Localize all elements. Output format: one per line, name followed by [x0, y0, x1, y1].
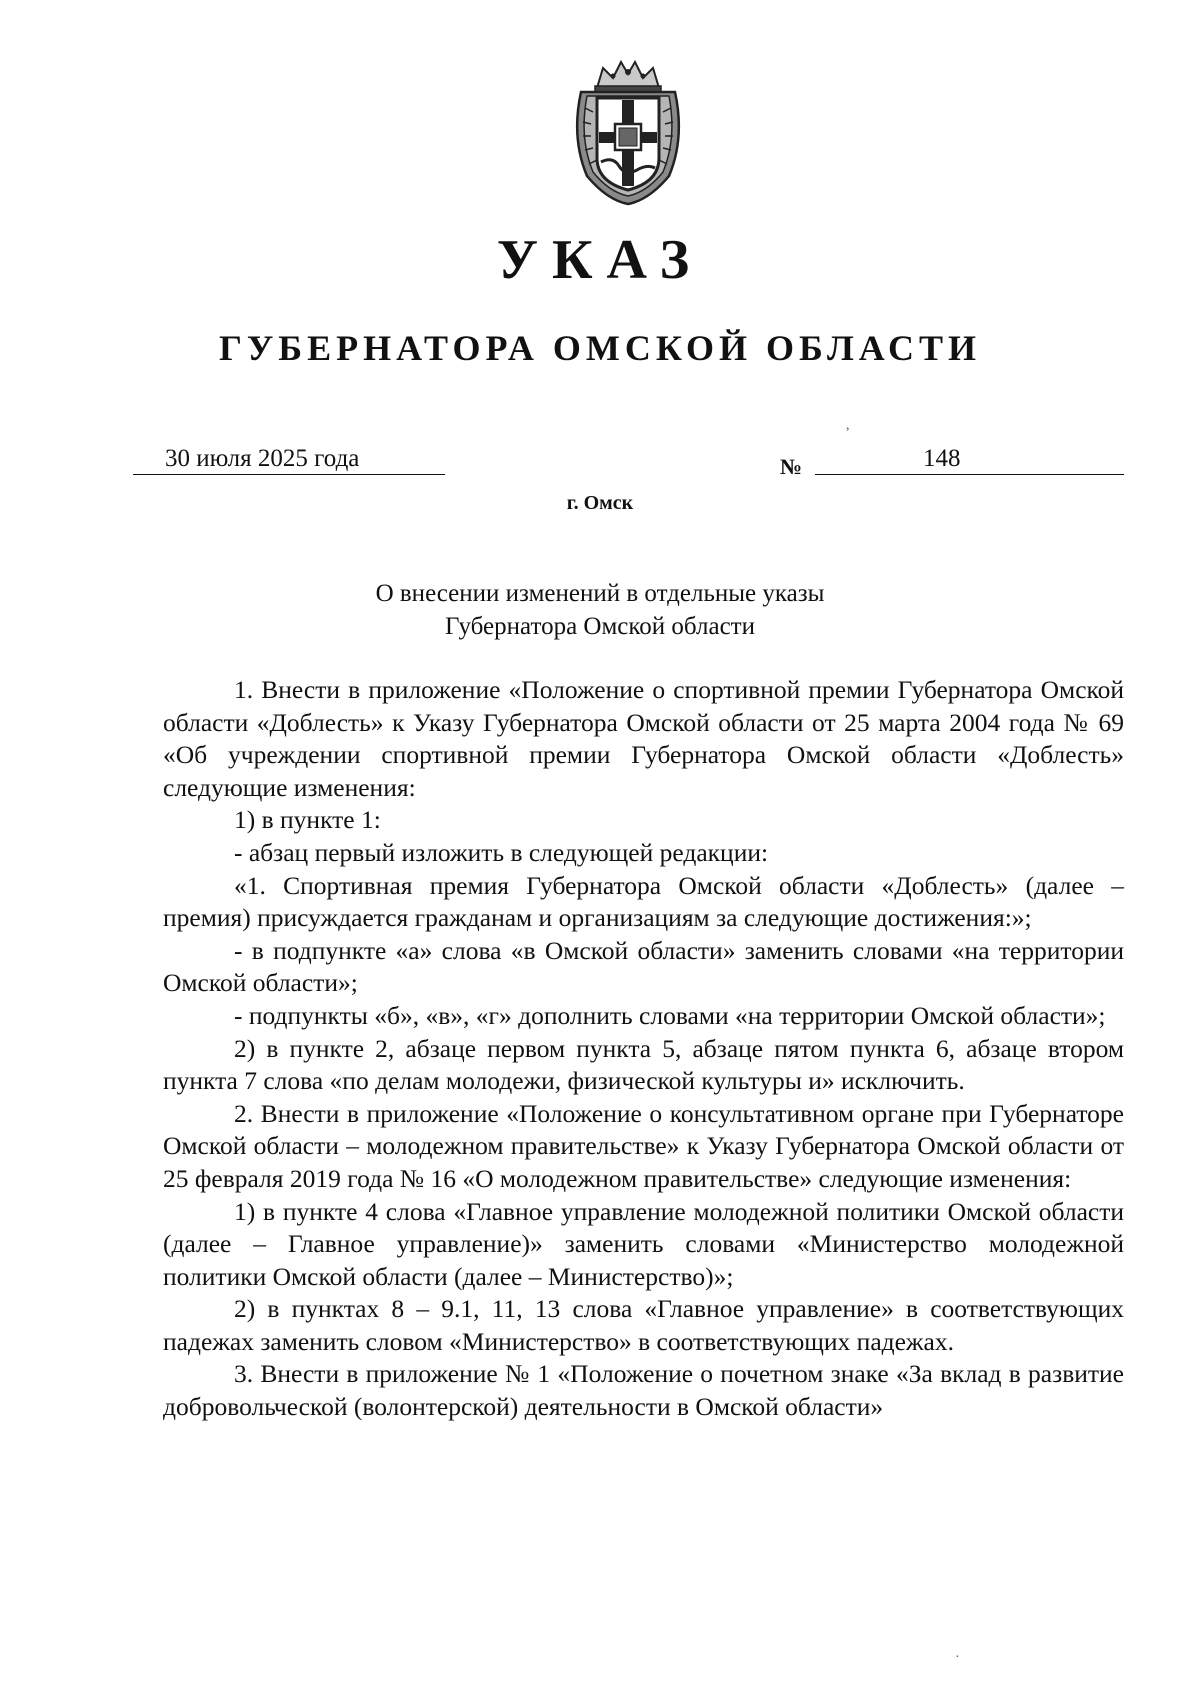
body-paragraph: - в подпункте «а» слова «в Омской области» заменить словами «на территории Омской области»;	[163, 935, 1124, 998]
number-sign: №	[780, 454, 803, 479]
document-date: 30 июля 2025 года	[133, 444, 445, 475]
scan-speck: ,	[846, 418, 850, 433]
body-paragraph: 1) в пункте 1:	[234, 805, 381, 835]
issue-city: г. Омск	[566, 492, 634, 514]
body-paragraph: - подпункты «б», «в», «г» дополнить словами «на территории Омской области»;	[234, 1000, 1106, 1030]
document-heading-line: О внесении изменений в отдельные указы	[375, 580, 825, 607]
document-heading	[0, 577, 1200, 643]
body-paragraph: «1. Спортивная премия Губернатора Омской области «Доблесть» (далее – премия) присуждается гражданам и организациям за следующие достижения:»;	[163, 870, 1124, 933]
scan-speck: ·	[955, 1650, 960, 1665]
document-number: 148	[815, 444, 1124, 475]
document-type-title: УКАЗ	[496, 229, 704, 291]
body-paragraph: 1. Внести в приложение «Положение о спортивной премии Губернатора Омской области «Доблесть» к Указу Губернатора Омской области от 25 марта 2004 года № 69 «Об учреждении спортивной премии Губернатора Омской области «Доблесть» следующие изменения:	[163, 675, 1124, 802]
issuer-subtitle: ГУБЕРНАТОРА ОМСКОЙ ОБЛАСТИ	[218, 328, 982, 368]
coat-of-arms-icon	[567, 58, 689, 206]
body-paragraph: 3. Внести в приложение № 1 «Положение о почетном знаке «За вклад в развитие добровольческой (волонтерской) деятельности в Омской области»	[163, 1359, 1124, 1422]
body-paragraph: 1) в пункте 4 слова «Главное управление молодежной политики Омской области (далее – Главное управление)» заменить словами «Министерство молодежной политики Омской области (далее – Министерство)»;	[163, 1196, 1124, 1291]
body-paragraph: 2. Внести в приложение «Положение о консультативном органе при Губернаторе Омской области – молодежном правительстве» к Указу Губернатора Омской области от 25 февраля 2019 года № 16 «О молодежном правительстве» следующие изменения:	[163, 1098, 1124, 1193]
body-paragraph: - абзац первый изложить в следующей редакции:	[234, 837, 769, 867]
document-heading-line: Губернатора Омской области	[445, 613, 755, 640]
body-paragraph: 2) в пункте 2, абзаце первом пункта 5, абзаце пятом пункта 6, абзаце втором пункта 7 слова «по делам молодежи, физической культуры и» исключить.	[163, 1033, 1124, 1096]
body-paragraph: 2) в пунктах 8 – 9.1, 11, 13 слова «Главное управление» в соответствующих падежах заменить словом «Министерство» в соответствующих падежах.	[163, 1294, 1124, 1356]
document-body	[163, 674, 1124, 1424]
